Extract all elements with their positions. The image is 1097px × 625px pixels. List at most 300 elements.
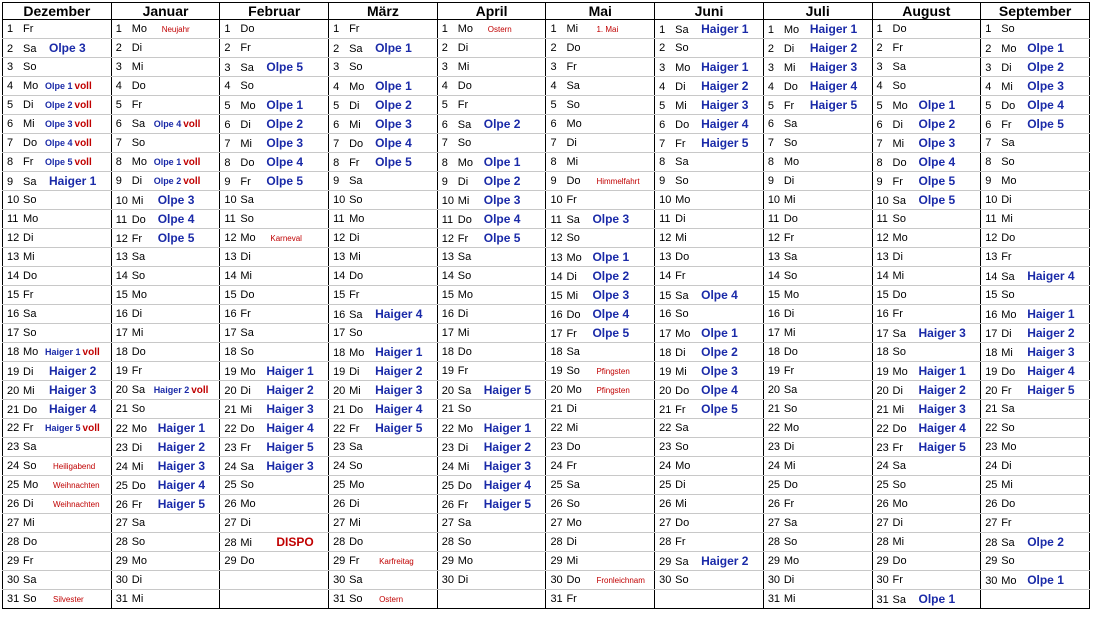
shift-label: Haiger 4 [918,421,966,435]
day-number: 1 [985,23,992,35]
weekday-label: Do [240,157,255,169]
weekday-label: Fr [892,42,903,54]
day-cell [981,343,1090,362]
weekday-label: So [23,593,37,605]
day-cell [655,343,764,362]
day-number: 31 [115,593,128,605]
day-number: 18 [876,346,889,358]
day-number: 15 [659,290,672,302]
day-number: 20 [550,384,563,396]
day-number: 28 [115,536,128,548]
weekday-label: Sa [783,384,798,396]
weekday-label: Fr [675,138,686,150]
day-number: 6 [333,119,340,131]
day-cell [220,533,329,552]
weekday-label: Sa [457,251,472,263]
day-number: 14 [876,270,889,282]
weekday-label: So [783,536,798,548]
day-number: 3 [659,62,666,74]
shift-label: Olpe 2 [1027,535,1064,549]
day-number: 8 [333,157,340,169]
weekday-label: Mo [23,213,39,225]
day-number: 11 [659,213,671,225]
day-number: 24 [115,461,128,473]
weekday-label: Do [783,479,798,491]
shift-label: Olpe 1 [375,41,412,55]
day-number: 27 [876,517,889,529]
day-number: 20 [115,384,128,396]
day-number: 28 [985,537,998,549]
weekday-label: Di [23,232,34,244]
weekday-label: Di [23,99,34,111]
weekday-label: Fr [1001,251,1012,263]
weekday-label: Di [892,385,903,397]
day-number: 26 [985,498,998,510]
weekday-label: Do [1001,366,1016,378]
day-cell [3,495,112,514]
day-cell [872,438,981,457]
day-number: 22 [333,423,346,435]
day-cell [111,115,220,134]
weekday-label: Di [1001,62,1012,74]
day-number: 12 [550,232,563,244]
shift-label: Haiger 4 [1027,269,1075,283]
day-cell [763,77,872,96]
day-number: 20 [7,385,20,397]
day-cell [3,381,112,400]
day-cell [981,438,1090,457]
day-number: 7 [333,138,340,150]
day-cell [329,362,438,381]
weekday-label: Do [892,289,907,301]
day-number: 23 [550,441,563,453]
day-number: 3 [767,62,774,74]
day-cell [220,495,329,514]
weekday-label: Mi [892,138,905,150]
day-cell [763,58,872,77]
weekday-label: Di [675,347,686,359]
day-number: 3 [441,61,448,73]
weekday-label: Do [131,80,146,92]
day-cell [763,172,872,191]
shift-label: Haiger 5 [483,383,532,397]
day-number: 12 [441,233,454,245]
day-number: 14 [659,270,672,282]
day-number: 3 [7,61,14,73]
day-number: 24 [985,460,998,472]
day-number: 2 [767,43,774,55]
full-tag: voll [74,157,92,168]
weekday-label: Mo [131,156,147,168]
weekday-label: So [675,175,689,187]
day-cell [546,134,655,153]
calendar-row [3,172,1090,191]
day-number: 8 [224,157,231,169]
weekday-label: Do [349,536,364,548]
day-number: 4 [441,80,448,92]
day-number: 12 [224,232,237,244]
weekday-label: Mo [23,479,39,491]
weekday-label: Di [675,81,686,93]
weekday-label: So [131,536,146,548]
holiday-label: Heiligabend [53,462,96,471]
calendar-row [3,476,1090,495]
weekday-label: Do [566,441,581,453]
day-number: 31 [767,593,781,605]
weekday-label: Fr [131,99,143,111]
shift-label: Olpe 1 [1027,573,1064,587]
day-cell [981,39,1090,58]
shift-label: Haiger 4 [375,307,423,321]
day-number: 11 [441,214,454,226]
day-number: 29 [659,556,672,568]
weekday-label: Di [783,175,795,187]
day-number: 16 [767,308,781,320]
weekday-label: Mi [675,100,687,112]
day-cell [655,533,764,552]
weekday-label: Mo [457,157,474,169]
day-cell [872,77,981,96]
weekday-label: Sa [675,24,689,36]
weekday-label: Mi [566,156,579,168]
day-number: 13 [876,251,889,263]
shift-label: Haiger 3 [918,326,966,340]
day-number: 22 [876,423,889,435]
day-cell [546,210,655,229]
weekday-label: Di [240,385,251,397]
day-number: 30 [7,574,20,586]
shift-label: Haiger 2 [157,440,206,454]
day-number: 19 [550,365,563,377]
day-number: 2 [550,42,557,54]
day-number: 13 [985,251,998,263]
weekday-label: So [1001,156,1015,168]
shift-label: Haiger 1 [809,22,858,36]
weekday-label: Di [131,42,143,54]
weekday-label: Fr [566,593,577,605]
weekday-label: Mi [23,251,35,263]
weekday-label: So [892,479,906,491]
shift-label: Olpe 5 [157,231,195,245]
weekday-label: Do [240,555,255,567]
weekday-label: Mi [1001,81,1013,93]
weekday-label: Do [566,574,581,586]
weekday-label: So [240,346,254,358]
day-number: 17 [224,327,237,339]
shift-label: Haiger 2 [375,364,423,378]
shift-label: Olpe 3 [592,288,630,302]
weekday-label: Sa [23,574,37,586]
weekday-label: Fr [675,270,686,282]
day-number: 7 [659,138,666,150]
day-number: 10 [767,194,781,206]
day-cell [220,286,329,305]
weekday-label: So [23,460,37,472]
weekday-label: Fr [566,194,577,206]
day-cell [437,476,546,495]
day-cell [763,476,872,495]
shift-label: Olpe 2 [483,174,521,188]
day-number: 12 [985,232,998,244]
shift-label: Olpe 4 [592,307,630,321]
weekday-label: Sa [1001,537,1015,549]
day-cell [981,495,1090,514]
day-cell [111,153,220,172]
shift-label: Olpe 3 [918,136,956,150]
day-number: 5 [985,100,992,112]
day-number: 11 [985,213,997,225]
weekday-label: Fr [1001,385,1012,397]
day-number: 12 [659,232,672,244]
day-number: 29 [441,555,454,567]
weekday-label: Mo [1001,309,1017,321]
weekday-label: So [457,536,472,548]
day-number: 10 [7,194,20,206]
shift-label: Olpe 4 [266,155,304,169]
weekday-label: Do [240,423,255,435]
day-cell [655,514,764,533]
weekday-label: Di [566,271,577,283]
day-number: 2 [659,42,666,54]
day-number: 8 [767,156,774,168]
day-cell [872,20,981,39]
day-number: 14 [985,271,998,283]
weekday-label: Do [131,214,146,226]
weekday-label: Fr [131,365,143,377]
calendar-row [3,324,1090,343]
day-cell [329,267,438,286]
weekday-label: So [349,194,363,206]
day-number: 20 [224,385,237,397]
shift-label: Olpe 2 [45,100,73,110]
day-number: 24 [333,460,346,472]
day-number: 5 [659,100,666,112]
day-number: 8 [7,156,14,168]
weekday-label: Sa [23,308,37,320]
day-number: 6 [550,118,557,130]
day-number: 24 [550,460,563,472]
weekday-label: Mo [240,232,256,244]
day-cell [763,533,872,552]
day-number: 11 [224,213,236,225]
day-cell [981,210,1090,229]
shift-label: Olpe 4 [1027,98,1064,112]
month-header: Mai [546,3,655,20]
shift-label: Olpe 2 [375,98,412,112]
day-cell [220,267,329,286]
weekday-label: So [783,137,798,149]
day-number: 17 [441,327,454,339]
day-cell [546,438,655,457]
weekday-label: Mi [349,385,361,397]
weekday-label: Mo [675,328,691,340]
day-number: 17 [767,327,781,339]
weekday-label: Mi [131,327,144,339]
day-number: 10 [876,195,889,207]
day-number: 30 [659,574,672,586]
shift-label: Haiger 2 [701,79,749,93]
day-cell [220,134,329,153]
shift-label: Haiger 4 [809,79,858,93]
day-number: 10 [550,194,563,206]
day-number: 21 [550,403,563,415]
day-cell [3,229,112,248]
calendar-row [3,514,1090,533]
day-number: 12 [767,232,781,244]
weekday-label: Di [1001,328,1012,340]
day-number: 9 [115,175,122,187]
weekday-label: Fr [566,61,577,73]
shift-label: Olpe 5 [918,193,956,207]
shift-label: Haiger 5 [918,440,966,454]
day-number: 20 [876,385,889,397]
weekday-label: Mo [675,62,691,74]
weekday-label: Mo [349,479,365,491]
day-cell [329,438,438,457]
day-cell [872,476,981,495]
day-cell [655,571,764,590]
day-cell [329,229,438,248]
day-cell [220,571,329,590]
shift-label: Haiger 5 [375,421,423,435]
day-cell [872,96,981,115]
shift-label: Olpe 1 [1027,41,1064,55]
weekday-label: Do [131,346,146,358]
day-number: 6 [224,119,231,131]
shift-label: Olpe 2 [918,117,956,131]
weekday-label: Mo [23,346,39,358]
holiday-label: Weihnachten [53,500,100,509]
day-number: 13 [441,251,454,263]
day-number: 29 [550,555,563,567]
day-number: 6 [115,118,122,130]
weekday-label: So [675,441,689,453]
day-number: 10 [224,194,237,206]
weekday-label: Do [240,289,255,301]
day-cell [655,400,764,419]
day-cell [655,324,764,343]
weekday-label: Fr [131,233,143,245]
day-number: 21 [985,403,998,415]
day-number: 8 [659,156,666,168]
weekday-label: Sa [1001,403,1015,415]
weekday-label: Sa [23,43,37,55]
day-cell [763,362,872,381]
day-number: 29 [7,555,20,567]
shift-label: Haiger 1 [701,60,749,74]
weekday-label: Fr [349,23,360,35]
day-number: 30 [985,575,998,587]
shift-label: Olpe 5 [592,326,630,340]
day-cell [437,552,546,571]
day-number: 28 [441,536,454,548]
day-number: 4 [224,80,231,92]
weekday-label: Di [783,441,795,453]
day-cell [546,419,655,438]
day-cell [220,115,329,134]
weekday-label: Di [131,175,143,187]
weekday-label: Do [892,555,907,567]
weekday-label: Do [23,270,38,282]
weekday-label: Di [675,213,686,225]
shift-label: Olpe 3 [157,193,195,207]
weekday-label: Mo [240,498,256,510]
weekday-label: Mo [892,366,908,378]
calendar-row [3,305,1090,324]
shift-label: Olpe 2 [592,269,630,283]
day-number: 30 [876,574,889,586]
day-cell [3,286,112,305]
day-number: 27 [7,517,20,529]
day-cell [546,172,655,191]
day-cell [763,457,872,476]
day-number: 21 [224,404,237,416]
day-cell [111,191,220,210]
day-cell [3,191,112,210]
day-number: 29 [985,555,998,567]
day-number: 31 [550,593,563,605]
weekday-label: Do [675,385,690,397]
weekday-label: Di [892,517,903,529]
day-cell [111,590,220,609]
weekday-label: So [566,99,580,111]
day-cell [220,305,329,324]
shift-label: Haiger 2 [153,385,190,395]
day-number: 16 [876,308,889,320]
day-cell [546,286,655,305]
shift-label: Olpe 3 [701,364,738,378]
day-cell [111,58,220,77]
weekday-label: Fr [457,99,469,111]
weekday-label: Sa [131,118,146,130]
weekday-label: So [783,403,798,415]
shift-label: Olpe 1 [483,155,521,169]
calendar-row [3,286,1090,305]
weekday-label: Fr [783,498,795,510]
day-cell [220,324,329,343]
day-number: 15 [333,289,346,301]
day-number: 11 [7,213,19,225]
day-cell [981,571,1090,590]
day-number: 7 [876,138,883,150]
weekday-label: Mi [131,61,144,73]
shift-label: Olpe 4 [375,136,412,150]
day-cell [655,153,764,172]
weekday-label: Mo [457,23,474,35]
day-number: 15 [767,289,781,301]
day-cell [3,590,112,609]
day-number: 18 [7,346,20,358]
day-cell [872,153,981,172]
day-number: 22 [767,422,781,434]
day-cell [981,58,1090,77]
weekday-label: Do [131,480,146,492]
day-number: 16 [441,308,454,320]
day-cell [546,324,655,343]
day-number: 15 [550,290,563,302]
day-cell [3,305,112,324]
shift-label: Haiger 5 [809,98,858,112]
weekday-label: Mi [240,537,252,549]
weekday-label: Di [783,43,795,55]
weekday-label: Fr [457,499,469,511]
weekday-label: Mi [240,404,252,416]
shift-label: Haiger 4 [483,478,532,492]
day-number: 4 [115,80,122,92]
weekday-label: Mi [349,517,361,529]
shift-label: Haiger 2 [49,364,97,378]
shift-label: Olpe 1 [918,98,956,112]
